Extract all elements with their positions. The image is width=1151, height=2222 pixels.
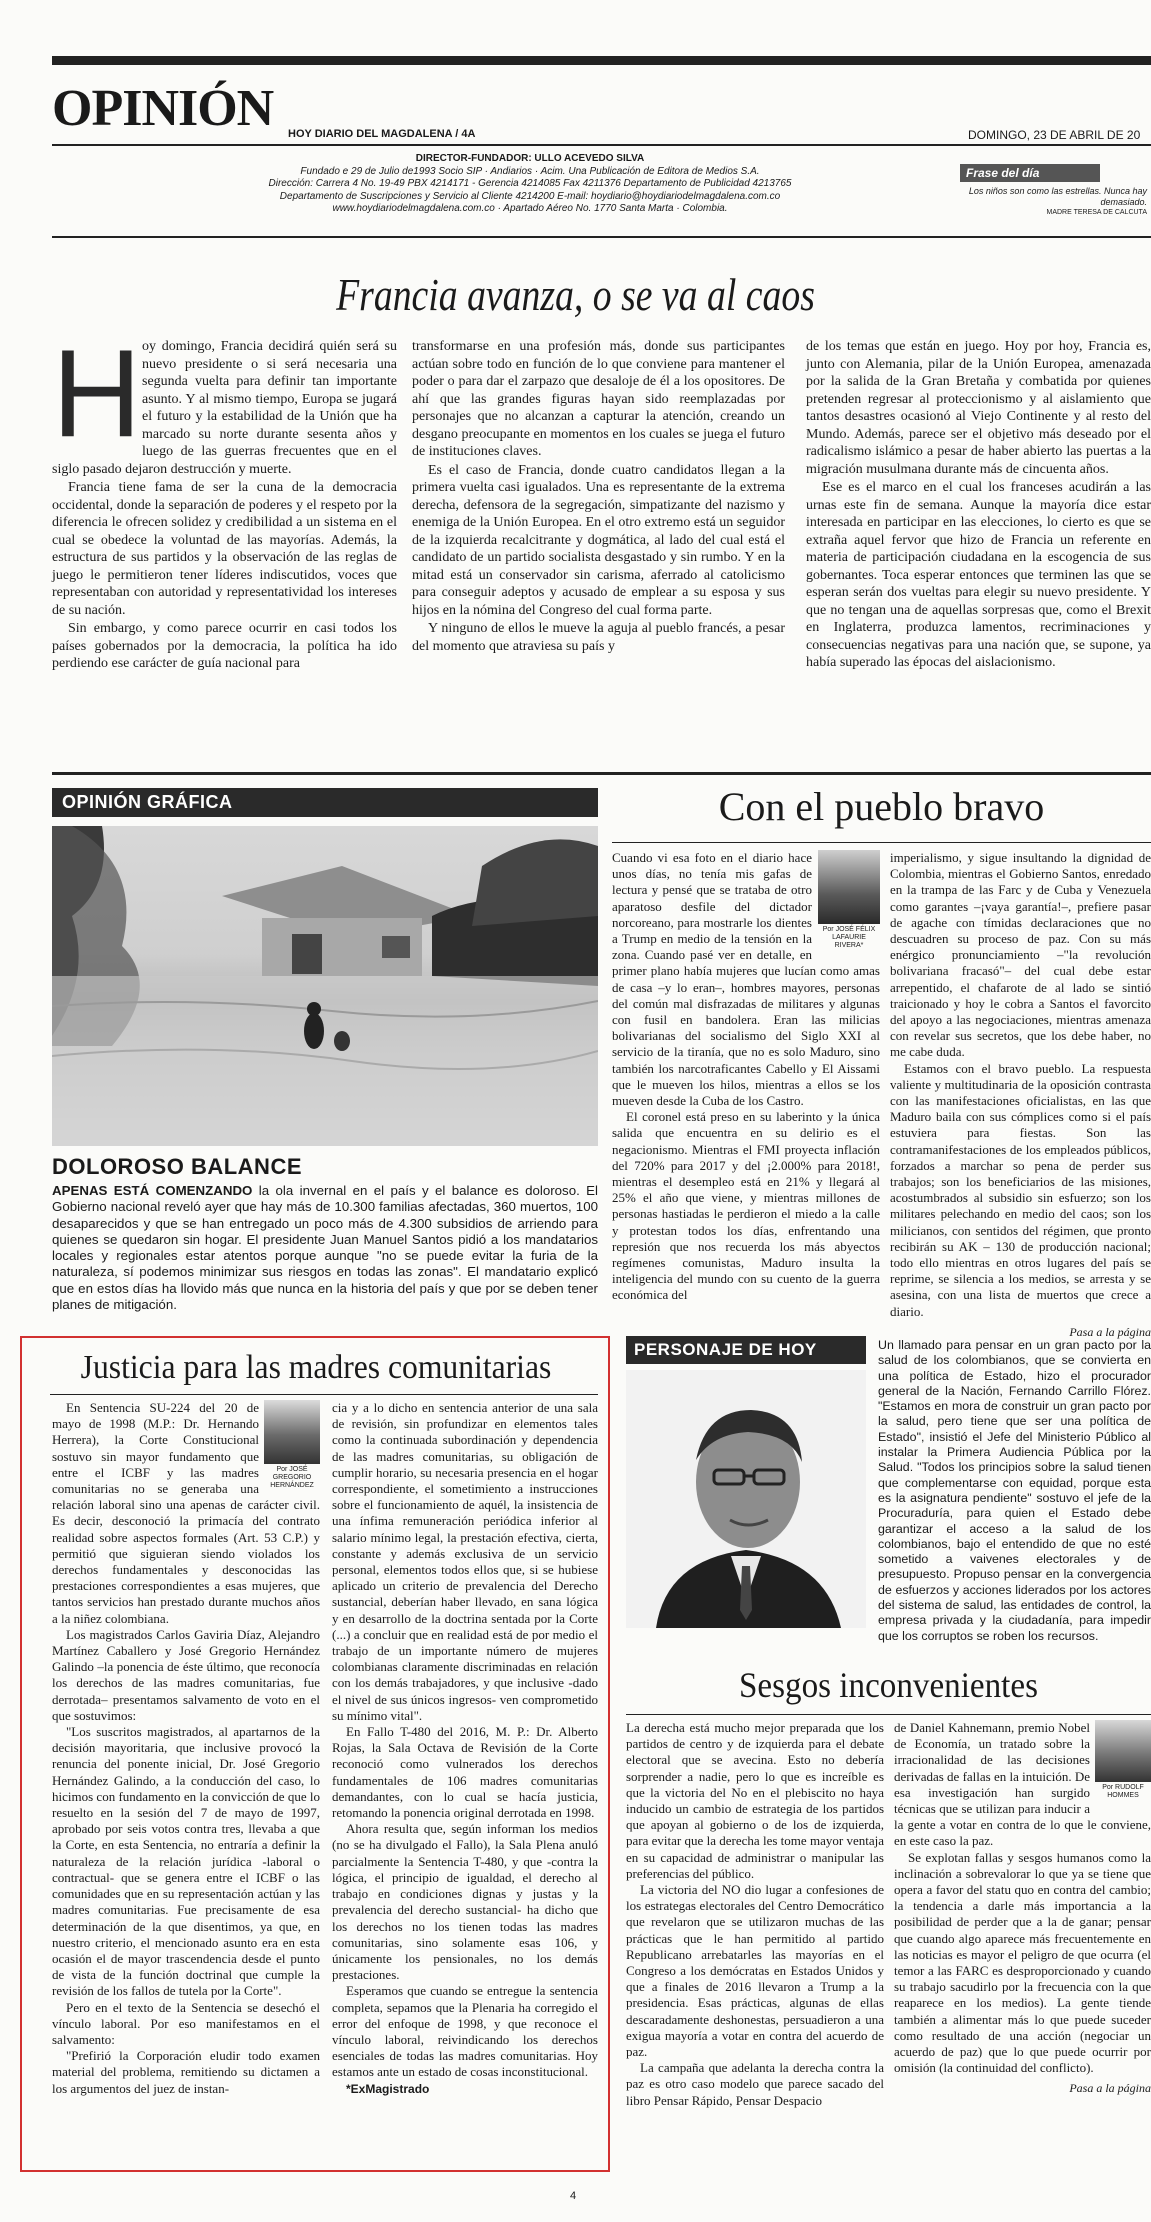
justicia-paragraph: Los magistrados Carlos Gaviria Díaz, Alejandro Martínez Caballero y José Gregorio Hernández Galindo –la ponencia de éste último, que reconocía los derechos de las madres comunitarias, fue derrotada– presentamos salvamento de voto en el que sostuvimos: bbox=[52, 1626, 320, 1723]
justicia-signature: *ExMagistrado bbox=[346, 2081, 430, 2096]
personaje-text: Un llamado para pensar en un gran pacto por la salud de los colombianos, que se convierta en una política de Estado, hizo el procurador general de la Nación, Fernando Carrillo Flórez. "Estamos en mora de construir un gran pacto por la salud, pero tiene que ser una política de Estado", insistió el Jefe del Ministerio Público al instalar la Primera Audiencia Pública por la Salud. "Todos los principios sobre la salud tienen que complementarse con equidad, porque esta es la asignatura pendiente" sostuvo el jefe de la Procuraduría, para quien el Estado debe garantizar el acceso a la salud de los colombianos, bajo el entendido de que no esté sometido a vaivenes electorales y de presupuesto. Propuso pensar en la convergencia de esfuerzos y acciones liderados por los actores del sistema de salud, las entidades de control, la empresa privada y la ciudadanía, para impedir que los corruptos se roben los recursos. bbox=[878, 1338, 1151, 1643]
justicia-col-1 bbox=[52, 1400, 320, 2097]
opinion-grafica-body bbox=[52, 1183, 598, 1313]
page-number: 4 bbox=[570, 2190, 577, 2202]
drop-cap: H bbox=[52, 325, 142, 463]
editorial-lead: oy domingo, Francia decidirá quién será su nuevo presidente o si será necesaria una segunda vuelta para definir tan importante asunto. Y al mismo tiempo, Europa se jugará el futuro y la estabilidad de la Unión que ha marcado su norte durante sesenta años y luego de las guerras frecuentes que en el siglo pasado dejaron destrucción y muerte. bbox=[52, 339, 397, 477]
sesgos-paragraph: La campaña que adelanta la derecha contra la paz es otro caso modelo que parece sacado del libro Pensar Rápido, Pensar Despacio bbox=[626, 2060, 884, 2108]
edition-date: DOMINGO, 23 DE ABRIL DE 20 bbox=[968, 128, 1141, 142]
justicia-paragraph: "Los suscritos magistrados, al apartarnos de la decisión mayoritaria, que inclusive provocó la renuncia del ponente inicial, Dr. José Gregorio Hernández Galindo, a la conducción del caso, lo hicimos con fundamento en la convicción de que lo resuelto en la sesión del 7 de mayo de 1997, aprobado por seis votos contra tres, llevaba a que la Corte, en esta Sentencia, no entraría a definir la naturaleza de la relación jurídica -laboral o contractual- que se genera entre el ICBF o las comunidades que en su representación actúan y las madres comunitarias. Fue precisamente de esa determinación de la que disentimos, ya que, en nuestro criterio, el mencionado asunto era en esta ocasión el de mayor trascendencia desde el punto de vista de la función doctrinal que cumple la revisión de los fallos de tutela por la Corte". bbox=[52, 1724, 320, 1999]
masthead-credits bbox=[150, 153, 910, 216]
editorial-title: Francia avanza, o se va al caos bbox=[336, 269, 815, 320]
sesgos-paragraph: La victoria del NO dio lugar a confesiones de los estrategas electorales del Centro Democrático que revelaron que se utilizaron muchas de las prácticas que le han permitido al partido Republicano arrebatarles las mayorías en el Congreso a los demócratas en Estados Unidos y que a finales de 2016 llevaron a Trump a la presidencia. Esas prácticas, algunas de ellas descaradamente deshonestas, persuadieron a una exigua mayoría a votar en contra del acuerdo de paz. bbox=[626, 1882, 884, 2060]
quote-text: Los niños son como las estrellas. Nunca hay demasiado. bbox=[968, 186, 1147, 207]
quote-author: MADRE TERESA DE CALCUTA bbox=[1046, 209, 1147, 216]
author-photo bbox=[818, 850, 880, 924]
sesgos-col-1 bbox=[626, 1720, 884, 2109]
justicia-paragraph: En Fallo T-480 del 2016, M. P.: Dr. Alberto Rojas, la Sala Octava de Revisión de la Corte reconoció como vulnerados los derechos fundamentales de 106 madres comunitarias demandantes, con lo cual se hacía justicia, retomando la ponencia original derrotada en 1998. bbox=[332, 1724, 598, 1821]
website-info: www.hoydiariodelmagdalena.com.co · Apartado Aéreo No. 1770 Santa Marta · Colombia. bbox=[332, 203, 728, 214]
subscription-info: Departamento de Suscripciones y Servicio al Cliente 4214200 E-mail: hoydiario@hoydiariodelmagdalena.com.co bbox=[279, 190, 781, 202]
editorial-paragraph: Es el caso de Francia, donde cuatro candidatos llegan a la primera vuelta casi igualados. Una es representante de la extrema derecha, defensora de la segregación, simpatizante del nazismo y enemiga de la Unión Europea. En el otro extremo está un seguidor de la izquierda recalcitrante y dogmática, al lado del cual está el candidato de un partido socialista desgastado y sin rumbo. Y en la mitad está un conservador sin carisma, aferrado al catolicismo para conseguir adeptos y acusado de emplear a su esposa y sus hijos en la nómina del Congreso del cual forma parte. bbox=[412, 462, 785, 618]
author-photo bbox=[264, 1400, 320, 1464]
justicia-paragraph: Ahora resulta que, según informan los medios (no se ha divulgado el Fallo), la Sala Plena anuló parcialmente la Sentencia T-480, y que -contra la lógica, el principio de igualdad, el derecho al trabajo en condiciones dignas y justas y la prevalencia del derecho sustancial- ha dicho que los derechos no los tienen todas las madres comunitarias, sino solamente esas 106, y únicamente los pensionales, no los demás prestaciones. bbox=[332, 1821, 598, 1983]
credits-rule bbox=[52, 236, 1151, 238]
editorial-paragraph: transformarse en una profesión más, donde sus participantes actúan sobre todo en función de lo que conviene para mantener el poder o para dar el zarpazo que desaloje de él a los opositores. De ahí que las grandes figuras hayan sido reemplazadas por personajes que no alcanzan a capturar la atención, creando un desgano preocupante en momentos en los cuales se juega el futuro de instituciones claves. bbox=[412, 339, 785, 459]
pueblo-paragraph: Cuando vi esa foto en el diario hace unos días, no tenía mis gafas de lectura y pensé que se trataba de otro aparatoso desfile del dictador norcoreano, para mostrarle los dientes a Trump en medio de la tensión en la zona. Cuando pasé ver en detalle, en primer plano había mujeres que lucían como amas de casa –y lo eran–, hombres mayores, personas del común mal disfrazadas de militares y algunas con fusil en bandolera. Eran las milicias bolivarianas del socialismo del Siglo XXI al servicio de la tiranía, que no es solo Maduro, sino también los narcotraficantes Cabello y El Aissami que le mueven los hilos, mientras a ellos se los mueven desde la Cuba de los Castro. bbox=[612, 850, 880, 1109]
personaje-bar: PERSONAJE DE HOY bbox=[626, 1336, 866, 1364]
sesgos-paragraph: de Daniel Kahnemann, premio Nobel de Economía, un tratado sobre la irracionalidad de las decisiones derivadas de fallas en la intuición. De esa investigación han surgido técnicas que se utilizan para inducir a la gente a votar en contra de lo que le conviene, en este caso la paz. bbox=[894, 1720, 1151, 1849]
pueblo-byline: Por JOSÉ FÉLIX LAFAURIE RIVERA* bbox=[822, 926, 876, 949]
address-info: Dirección: Carrera 4 No. 19-49 PBX 4214171 - Gerencia 4214085 Fax 4211376 Departamento de Publicidad 4213765 bbox=[268, 178, 792, 189]
personaje-portrait bbox=[626, 1370, 866, 1628]
quote-title: Frase del día bbox=[960, 164, 1100, 182]
sesgos-byline: Por RUDOLF HOMMES bbox=[1102, 1784, 1144, 1799]
justicia-rule bbox=[50, 1394, 598, 1395]
justicia-paragraph: "Prefirió la Corporación eludir todo examen material del problema, remitiendo su dictamen a los argumentos del juez de instan- bbox=[52, 2048, 320, 2096]
justicia-paragraph: Pero en el texto de la Sentencia se desechó el vínculo laboral. Por eso manifestamos en el salvamento: bbox=[52, 1999, 320, 2047]
pueblo-col-1 bbox=[612, 850, 880, 1304]
section-title: OPINIÓN bbox=[52, 80, 274, 137]
pueblo-paragraph: imperialismo, y sigue insultando la dignidad de Colombia, mientras el Gobierno Santos, enredado en la trampa de las Farc y de Cuba y Venezuela como garantes –¡vaya garantía!–, prefiere pasar de agache con tímidas declaraciones que no descuadren su proceso de paz. Con su más enérgico pronunciamiento –"la revolución bolivariana fracasó"– del cual debe estar arrepentido, el chafarote de al lado se sintió traicionado y hoy le cobra a Santos el favorcito del apoyo a las negociaciones, mientras amenaza con revelar sus secretos, que los debe haber, no me cabe duda. bbox=[890, 850, 1151, 1060]
pueblo-paragraph: Estamos con el bravo pueblo. La respuesta valiente y multitudinaria de la oposición contrasta con las manifestaciones oficialistas, en las que Maduro baila con sus cómplices como si el país estuviera para fiestas. Son las contramanifestaciones de los empleados públicos, forzados a marchar so pena de perder sus trabajos; son los beneficiarios de las misiones, acostumbrados al subsidio sin esfuerzo; son los militares pelechando en medio del caos; son los milicianos, con sentidos del régimen, que pronto recibirán su AK – 130 de producción nacional; todo ello mientras en otros lugares del país se reprime, se silencia a los medios, se arresta y se asesina, con una lista de muertos que crece a diario. bbox=[890, 1060, 1151, 1319]
sesgos-continued: Pasa a la página bbox=[1069, 2081, 1151, 2096]
justicia-paragraph: En Sentencia SU-224 del 20 de mayo de 1998 (M.P.: Dr. Hernando Herrera), la Corte Constitucional sostuvo sin mayor fundamento que entre el ICBF y las madres comunitarias no se generaba una relación laboral sino una apenas de carácter civil. Es decir, desconoció la primacía del contrato realidad sobre aspectos formales (Art. 53 C.P.) y permitió que siguieran siendo violados los derechos fundamentales y desconocidas las prestaciones correspondientes a esas mujeres, que tantos servicios han prestado durante muchos años a la niñez colombiana. bbox=[52, 1400, 320, 1626]
editorial-col-2 bbox=[412, 338, 785, 656]
editorial-paragraph: Francia tiene fama de ser la cuna de la democracia occidental, donde la separación de poderes y el respeto por la diferencia le ofrecen solidez y credibilidad a un sistema en el cual se obedece la voluntad de las mayorías. Además, la estructura de sus partidos y la observación de las reglas de juego le permitieron tener líderes indiscutidos, voces que representaban con autoridad y representatividad los intereses de su nación. bbox=[52, 480, 397, 618]
sesgos-paragraph: Se explotan fallas y sesgos humanos como la inclinación a sobrevalorar lo que ya se tiene que opera a favor del statu quo en contra del cambio; la tendencia a darle más importancia a la posibilidad de perder que a la de ganar; pensar que cuando algo aparece más frecuentemente en las noticias es mayor el peligro de que ocurra (el temor a las FARC es desproporcionado y cuando su trabajo sacudirlo por la frecuencia con la que reaparece en los medios). La gente tiende también a alimentar más lo que puede suceder como resultado de una acción (negociar un acuerdo de paz) que lo que puede ocurrir por omisión (la continuidad del conflicto). bbox=[894, 1849, 1151, 2076]
pueblo-paragraph: El coronel está preso en su laberinto y la única salida que encuentra en su delirio es el negacionismo. Mientras el FMI proyecta inflación del 720% para 2017 y del ¡2.000% para 2018!, mientras el desempleo está en 21% y llegará al 25% el año que viene, y mientras millones de personas hastiadas le perdieron el miedo a la calle y protestan todos los días, enfrentando una represión que nos recuerda los más abyectos regímenes comunistas, Maduro insulta la inteligencia del mundo con su cuento de la guerra económica del bbox=[612, 1109, 880, 1303]
sesgos-paragraph: La derecha está mucho mejor preparada que los partidos de centro y de izquierda para el debate electoral que se avecina. Esto no debería sorprender a nadie, pero lo que es increíble es que la victoria del No en el plebiscito no haya inducido un cambio de estrategia de los partidos que apoyan al gobierno o de los de izquierda, para evitar que la derecha les tome mayor ventaja en su capacidad de administrar o manipular las preferencias del público. bbox=[626, 1720, 884, 1881]
opinion-grafica-lead: APENAS ESTÁ COMENZANDO bbox=[52, 1183, 253, 1198]
author-photo bbox=[1095, 1720, 1151, 1782]
pueblo-col-2 bbox=[890, 850, 1151, 1340]
director: DIRECTOR-FUNDADOR: ULLO ACEVEDO SILVA bbox=[415, 153, 645, 164]
editorial-paragraph: Y ninguno de ellos le mueve la aguja al pueblo francés, a pesar del momento que atraviesa su país y bbox=[412, 621, 785, 654]
editorial-col-1 bbox=[52, 325, 397, 674]
justicia-paragraph: Esperamos que cuando se entregue la sentencia completa, sepamos que la Plenaria ha corregido el error del enfoque de 1998, y que reconoce el vínculo laboral, reivindicando los derechos esenciales de todas las madres comunitarias. Hoy estamos ante un estado de cosas inconstitucional. bbox=[332, 1983, 598, 2080]
editorial-paragraph: Ese es el marco en el cual los franceses acudirán a las urnas este fin de semana. Aunque la mayoría dice estar interesada en participar en las elecciones, lo cierto es que se extraña aquel fervor que hizo de Francia un referente en materia de participación ciudadana en la escogencia de sus gobernantes. Toca esperar entonces que terminen las que se esperan serán dos vueltas para elegir su nuevo presidente. Y que no tengan una de aquellas sorpresas que, como el Brexit en Inglaterra, produzca lamentos, recriminaciones y consecuencias negativas para una nación que, se supone, ya había superado las épocas del aislacionismo. bbox=[806, 480, 1151, 670]
justicia-author-box bbox=[264, 1400, 320, 1490]
sesgos-author-box bbox=[1095, 1720, 1151, 1800]
sesgos-col-2 bbox=[894, 1720, 1151, 2097]
sesgos-rule bbox=[626, 1714, 1151, 1715]
editorial-col-3 bbox=[806, 338, 1151, 673]
sesgos-title: Sesgos inconvenientes bbox=[739, 1665, 1038, 1705]
masthead-rule bbox=[52, 144, 1151, 146]
opinion-grafica-headline: DOLOROSO BALANCE bbox=[52, 1154, 302, 1179]
pueblo-author-box bbox=[818, 850, 880, 950]
pueblo-title: Con el pueblo bravo bbox=[718, 784, 1045, 829]
justicia-col-2 bbox=[332, 1400, 598, 2097]
personaje-photo bbox=[626, 1370, 866, 1628]
flood-photo-illustration bbox=[52, 826, 598, 1146]
justicia-title: Justicia para las madres comunitarias bbox=[80, 1349, 552, 1386]
section-rule bbox=[52, 772, 1151, 775]
pueblo-rule bbox=[612, 842, 1151, 843]
justicia-byline: Por JOSÉ GREGORIO HERNÁNDEZ bbox=[270, 1466, 314, 1489]
founding-info: Fundado e 29 de Julio de1993 Socio SIP · Andiarios · Acim. Una Publicación de Editora de Medios S.A. bbox=[300, 165, 760, 177]
opinion-grafica-bar: OPINIÓN GRÁFICA bbox=[52, 788, 598, 817]
editorial-paragraph: Sin embargo, y como parece ocurrir en casi todos los países gobernados por la democracia, la política ha ido perdiendo ese carácter de guía nacional para bbox=[52, 621, 397, 671]
flood-photo bbox=[52, 826, 598, 1146]
opinion-grafica-text: la ola invernal en el país y el balance es doloroso. El Gobierno nacional reveló ayer que hay más de 10.300 familias afectadas, 360 muertos, 100 desaparecidos y que se han entregado un poco más de 4.300 subsidios de arriendo para quienes se quedaron sin hogar. El presidente Juan Manuel Santos pidió a los mandatarios locales y regionales estar atentos porque aunque "no se puede evitar la furia de la naturaleza, sí podemos minimizar sus riesgos en todas las zonas". El mandatario explicó que en estos días ha llovido más que nunca en la historia del país y que por se deben tener planes de mitigación. bbox=[52, 1183, 598, 1313]
justicia-paragraph: cia y a lo dicho en sentencia anterior de una sala de revisión, sin profundizar en elementos tales como la continuada subordinación y dependencia de las madres comunitarias, su obligación de cumplir horario, su necesaria presencia en el hogar correspondiente, el sometimiento a instrucciones sobre el funcionamiento de aquél, la insistencia de una ínfima remuneración periódica inferior al salario mínimo legal, la prestación efectiva, cierta, constante y además exclusiva de un servicio personal, elementos todos ellos que, si se hubiese aplicado un criterio de prevalencia del Derecho sustancial, deberían haber llevado, en sana lógica y en desarrollo de la doctrina sentada por la Corte (...) a concluir que en realidad está de por medio el trabajo de un importante número de mujeres colombianas claramente discriminadas en relación con los demás trabajadores, y que inclusive -dado el nivel de sus únicos ingresos- ven comprometido su mínimo vital". bbox=[332, 1400, 598, 1723]
editorial-paragraph: de los temas que están en juego. Hoy por hoy, Francia es, junto con Alemania, pilar de la Unión Europea, amenazada por la salida de la Gran Bretaña y combatida por quienes pretenden regresar al proteccionismo y al aislamiento que tantos desastres ocasionó al Viejo Continente y al resto del Mundo. Además, parece ser el objetivo más deseado por el radicalismo islámico a pesar de haber abierto las puertas a la migración musulmana durante más de cincuenta años. bbox=[806, 339, 1151, 477]
top-rule bbox=[52, 56, 1151, 65]
paper-name: HOY DIARIO DEL MAGDALENA / 4A bbox=[288, 128, 476, 140]
quote-box bbox=[960, 164, 1151, 226]
pueblo-continued: Pasa a la página bbox=[1069, 1324, 1151, 1339]
